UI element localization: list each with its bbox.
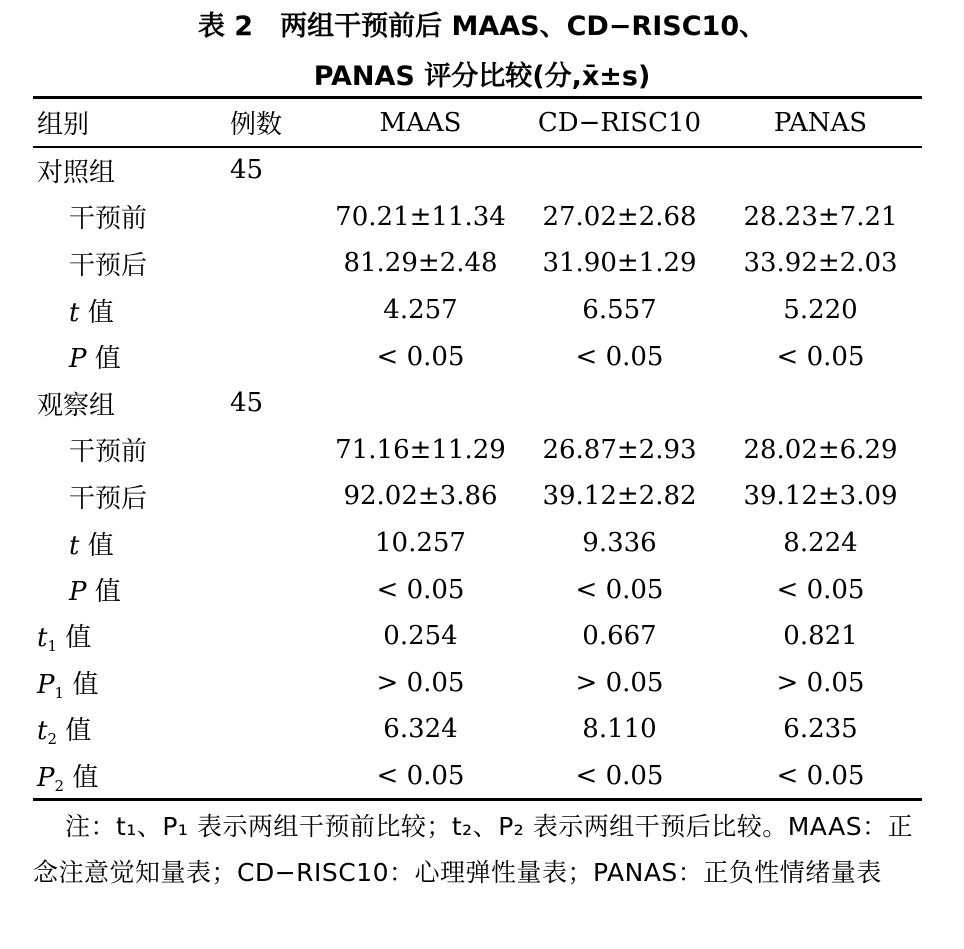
cell-cd-risc10: 26.87±2.93: [542, 434, 697, 465]
table-row-control-group: [33, 147, 922, 194]
row-label: [33, 613, 226, 660]
table-row: [33, 520, 922, 567]
stat-subscript: 2: [47, 730, 57, 749]
cell-maas: 71.16±11.29: [335, 434, 506, 465]
cell-panas: 33.92±2.03: [743, 248, 898, 279]
cell-maas: 4.257: [383, 295, 458, 326]
table-row: [33, 427, 922, 474]
group-name: 观察组: [37, 390, 116, 421]
cell-cd-risc10: 39.12±2.82: [542, 481, 697, 512]
cell-cd-risc10: 0.667: [582, 621, 657, 652]
group-name: 对照组: [37, 157, 116, 188]
table-header: [33, 99, 922, 146]
cell-panas: < 0.05: [776, 761, 865, 792]
stat-suffix: 值: [72, 669, 99, 700]
row-label: [33, 753, 226, 800]
cell-cd-risc10: 8.110: [582, 714, 657, 745]
table-row: [33, 753, 922, 800]
group-count: 45: [230, 388, 264, 419]
table-row: [33, 613, 922, 660]
table-body: [33, 147, 922, 799]
stat-suffix: 值: [94, 344, 121, 375]
row-label: [33, 520, 226, 567]
table-row: [33, 566, 922, 613]
stat-suffix: 值: [72, 763, 99, 794]
row-label: 干预后: [69, 483, 148, 514]
header-panas: PANAS: [773, 107, 868, 138]
header-maas: MAAS: [379, 107, 462, 138]
table-row: [33, 194, 922, 241]
row-label: 干预后: [69, 250, 148, 281]
cell-maas: < 0.05: [376, 341, 465, 372]
row-label: [33, 706, 226, 753]
header-row: [33, 99, 922, 146]
cell-cd-risc10: > 0.05: [575, 667, 664, 698]
group-count: 45: [230, 155, 264, 186]
cell-panas: 28.02±6.29: [743, 434, 898, 465]
cell-maas: < 0.05: [376, 574, 465, 605]
cell-maas: 10.257: [375, 528, 466, 559]
cell-panas: 8.224: [783, 528, 858, 559]
cell-panas: 0.821: [783, 621, 858, 652]
cell-maas: 81.29±2.48: [343, 248, 498, 279]
cell-cd-risc10: < 0.05: [575, 574, 664, 605]
stat-suffix: 值: [65, 623, 92, 654]
stat-subscript: 2: [54, 777, 65, 796]
header-count: 例数: [230, 110, 283, 140]
table-caption-line-2: PANAS 评分比较(分,x̄±s): [313, 61, 651, 92]
cell-cd-risc10: < 0.05: [575, 761, 664, 792]
cell-panas: 6.235: [783, 714, 858, 745]
table-row: [33, 706, 922, 753]
table-row: [33, 660, 922, 707]
row-label: [33, 660, 226, 707]
table-row: [33, 287, 922, 334]
cell-cd-risc10: < 0.05: [575, 341, 664, 372]
cell-cd-risc10: 27.02±2.68: [542, 201, 697, 232]
table-caption-line-1: 表 2 两组干预前后 MAAS、CD−RISC10、: [197, 11, 767, 42]
cell-panas: 39.12±3.09: [743, 481, 898, 512]
cell-panas: < 0.05: [776, 574, 865, 605]
stat-symbol: t: [69, 297, 80, 328]
table-bottom-rule: [33, 798, 922, 801]
stat-symbol: P: [37, 669, 55, 700]
cell-maas: 6.324: [383, 714, 458, 745]
stat-symbol: t: [37, 716, 48, 747]
stat-subscript: 1: [54, 683, 65, 702]
table-row-observation-group: [33, 380, 922, 427]
row-label: [33, 566, 226, 613]
stat-symbol: P: [69, 577, 87, 608]
stat-symbol: P: [69, 344, 87, 375]
cell-panas: 5.220: [783, 295, 858, 326]
stat-subscript: 1: [47, 637, 57, 656]
cell-maas: 92.02±3.86: [343, 481, 498, 512]
row-label: [33, 333, 226, 380]
stat-symbol: P: [37, 763, 55, 794]
header-group: 组别: [37, 110, 90, 140]
cell-maas: 0.254: [383, 621, 458, 652]
row-label: 干预前: [69, 437, 148, 468]
cell-maas: > 0.05: [376, 667, 465, 698]
row-label: 干预前: [69, 204, 148, 235]
table-row: [33, 473, 922, 520]
table-footnote: 注：t₁、P₁ 表示两组干预前比较；t₂、P₂ 表示两组干预后比较。MAAS：正念注意觉知量表；CD−RISC10：心理弹性量表；PANAS：正负性情绪量表: [33, 812, 914, 887]
cell-panas: 28.23±7.21: [743, 201, 898, 232]
stat-suffix: 值: [94, 577, 121, 608]
table-row: [33, 240, 922, 287]
stat-suffix: 值: [65, 716, 92, 747]
stat-suffix: 值: [87, 530, 114, 561]
stat-symbol: t: [69, 530, 80, 561]
stat-symbol: t: [37, 623, 48, 654]
cell-maas: 70.21±11.34: [335, 201, 506, 232]
cell-cd-risc10: 9.336: [582, 528, 657, 559]
cell-cd-risc10: 31.90±1.29: [542, 248, 697, 279]
cell-cd-risc10: 6.557: [582, 295, 657, 326]
table-row: [33, 333, 922, 380]
header-cd-risc10: CD−RISC10: [537, 107, 702, 138]
stat-suffix: 值: [87, 297, 114, 328]
row-label: [33, 287, 226, 334]
cell-panas: > 0.05: [776, 667, 865, 698]
cell-maas: < 0.05: [376, 761, 465, 792]
cell-panas: < 0.05: [776, 341, 865, 372]
